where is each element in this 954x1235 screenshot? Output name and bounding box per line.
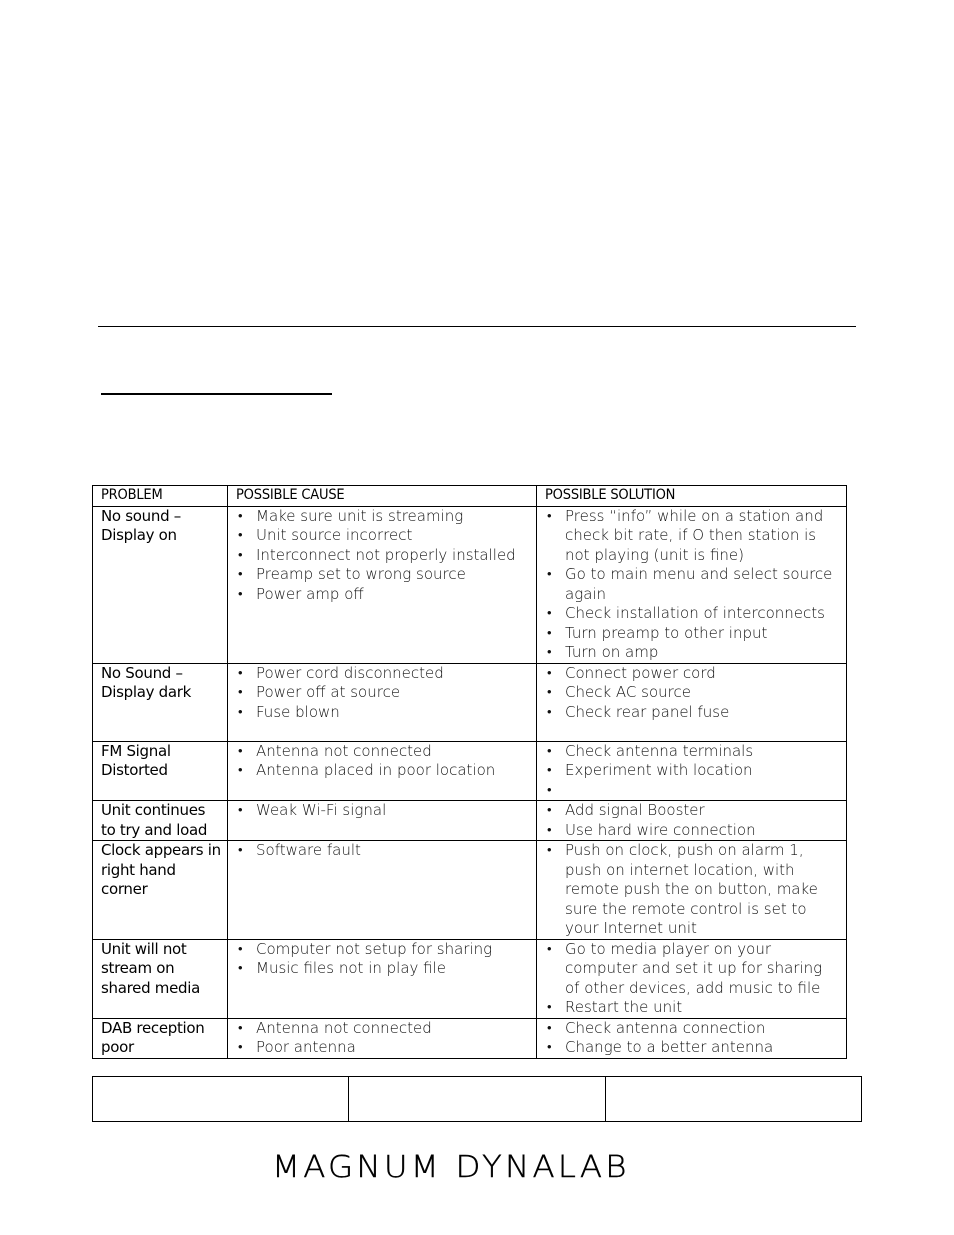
- cause-item: • Antenna not connected: [236, 1019, 530, 1039]
- cause-item: • Power cord disconnected: [236, 664, 530, 684]
- table-header-row: [93, 486, 847, 507]
- troubleshooting-table: [92, 485, 847, 1059]
- horizontal-rule: [98, 326, 856, 327]
- problem-cell: Unit will not stream on shared media: [93, 939, 228, 1018]
- footer-cell: [93, 1077, 349, 1122]
- footer-cell: [605, 1077, 861, 1122]
- solution-item: • Go to main menu and select source again: [545, 565, 840, 604]
- header-possible-cause: POSSIBLE CAUSE: [228, 486, 537, 507]
- cause-item: • Antenna placed in poor location: [236, 761, 530, 781]
- cause-cell: [228, 801, 537, 841]
- solution-item: • Turn preamp to other input: [545, 624, 840, 644]
- cause-cell: [228, 663, 537, 741]
- header-problem: PROBLEM: [93, 486, 228, 507]
- problem-cell: No sound – Display on: [93, 506, 228, 663]
- cause-cell: [228, 1018, 537, 1058]
- solution-cell: [537, 663, 847, 741]
- solution-cell: [537, 801, 847, 841]
- solution-item: • Experiment with location: [545, 761, 840, 781]
- cause-cell: [228, 506, 537, 663]
- solution-item: • Restart the unit: [545, 998, 840, 1018]
- cause-item: • Interconnect not properly installed: [236, 546, 530, 566]
- solution-item: • Check rear panel fuse: [545, 703, 840, 723]
- cause-item: • Unit source incorrect: [236, 526, 530, 546]
- solution-item: • Go to media player on your computer and set it up for sharing of other devices, add music to file: [545, 940, 840, 999]
- solution-item: • Use hard wire connection: [545, 821, 840, 841]
- solution-cell: [537, 1018, 847, 1058]
- cause-item: • Power off at source: [236, 683, 530, 703]
- cause-item: • Power amp off: [236, 585, 530, 605]
- solution-item: • Change to a better antenna: [545, 1038, 840, 1058]
- cause-cell: [228, 841, 537, 940]
- cause-item: • Preamp set to wrong source: [236, 565, 530, 585]
- section-heading-underline: [101, 393, 332, 395]
- brand-logo: MAGNUM DYNALAB: [272, 1150, 630, 1185]
- cause-cell: [228, 741, 537, 801]
- problem-cell: Unit continues to try and load: [93, 801, 228, 841]
- table-row: [93, 801, 847, 841]
- table-row: [93, 841, 847, 940]
- solution-item: • Connect power cord: [545, 664, 840, 684]
- solution-item: • Add signal Booster: [545, 801, 840, 821]
- solution-cell: [537, 939, 847, 1018]
- footer-box: [92, 1076, 862, 1122]
- solution-cell: [537, 741, 847, 801]
- solution-item: • Check installation of interconnects: [545, 604, 840, 624]
- problem-cell: DAB reception poor: [93, 1018, 228, 1058]
- table-row: [93, 663, 847, 741]
- solution-item: • Check antenna connection: [545, 1019, 840, 1039]
- cause-item: • Music files not in play file: [236, 959, 530, 979]
- table-row: [93, 1018, 847, 1058]
- cause-item: • Make sure unit is streaming: [236, 507, 530, 527]
- cause-item: • Fuse blown: [236, 703, 530, 723]
- solution-item: • Turn on amp: [545, 643, 840, 663]
- table-row: [93, 741, 847, 801]
- solution-item: • Check AC source: [545, 683, 840, 703]
- cause-item: • Poor antenna: [236, 1038, 530, 1058]
- solution-cell: [537, 841, 847, 940]
- header-possible-solution: POSSIBLE SOLUTION: [537, 486, 847, 507]
- cause-cell: [228, 939, 537, 1018]
- solution-item: [545, 781, 840, 801]
- problem-cell: No Sound – Display dark: [93, 663, 228, 741]
- problem-cell: Clock appears in right hand corner: [93, 841, 228, 940]
- table-row: [93, 506, 847, 663]
- cause-item: • Computer not setup for sharing: [236, 940, 530, 960]
- solution-item: • Push on clock, push on alarm 1, push on internet location, with remote push the on button, make sure the remote control is set to your Internet unit: [545, 841, 840, 939]
- solution-cell: [537, 506, 847, 663]
- cause-item: • Weak Wi-Fi signal: [236, 801, 530, 821]
- solution-item: • Press “info” while on a station and check bit rate, if O then station is not playing (unit is fine): [545, 507, 840, 566]
- cause-item: • Antenna not connected: [236, 742, 530, 762]
- table-row: [93, 939, 847, 1018]
- footer-cell: [349, 1077, 605, 1122]
- problem-cell: FM Signal Distorted: [93, 741, 228, 801]
- solution-item: • Check antenna terminals: [545, 742, 840, 762]
- cause-item: • Software fault: [236, 841, 530, 861]
